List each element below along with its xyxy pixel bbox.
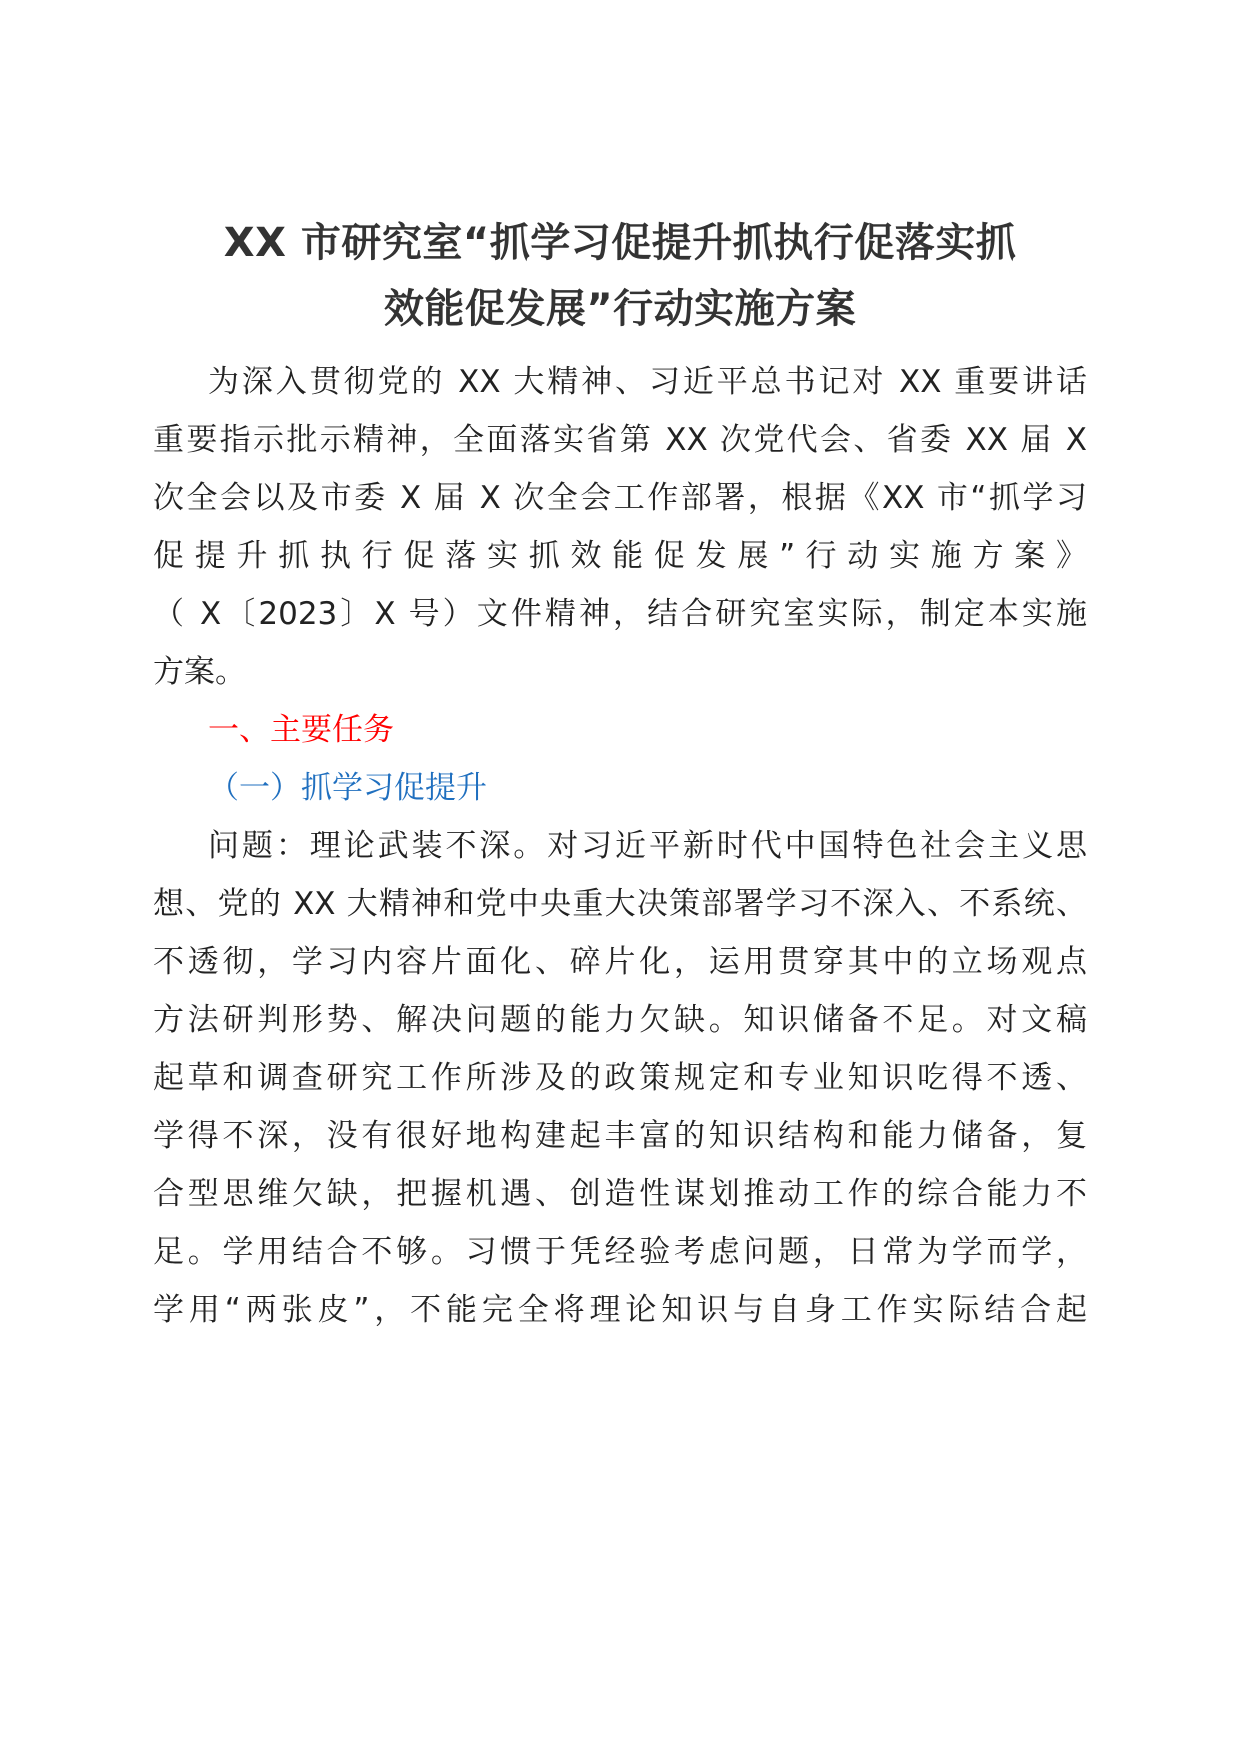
- intro-line-5: （ X〔2023〕X 号）文件精神，结合研究室实际，制定本实施: [153, 596, 1087, 632]
- body-line-9: 学用“两张皮”，不能完全将理论知识与自身工作实际结合起: [153, 1292, 1087, 1328]
- section-heading-main-tasks: 一、主要任务: [208, 712, 394, 748]
- document-title-line-1: XX 市研究室“抓学习促提升抓执行促落实抓: [223, 220, 1017, 266]
- body-line-8: 足。学用结合不够。习惯于凭经验考虑问题，日常为学而学，: [153, 1234, 1087, 1270]
- body-line-2: 想、党的 XX 大精神和党中央重大决策部署学习不深入、不系统、: [153, 886, 1087, 922]
- body-line-3: 不透彻，学习内容片面化、碎片化，运用贯穿其中的立场观点: [153, 944, 1087, 980]
- body-line-7: 合型思维欠缺，把握机遇、创造性谋划推动工作的综合能力不: [153, 1176, 1087, 1212]
- intro-line-3: 次全会以及市委 X 届 X 次全会工作部署，根据《XX 市“抓学习: [153, 480, 1087, 516]
- body-line-4: 方法研判形势、解决问题的能力欠缺。知识储备不足。对文稿: [153, 1002, 1087, 1038]
- intro-line-2: 重要指示批示精神，全面落实省第 XX 次党代会、省委 XX 届 X: [153, 422, 1087, 458]
- body-line-1: 问题：理论武装不深。对习近平新时代中国特色社会主义思: [208, 828, 1087, 864]
- body-line-6: 学得不深，没有很好地构建起丰富的知识结构和能力储备，复: [153, 1118, 1087, 1154]
- intro-line-1: 为深入贯彻党的 XX 大精神、习近平总书记对 XX 重要讲话: [208, 364, 1087, 400]
- document-page: [153, 0, 1087, 1754]
- body-line-5: 起草和调查研究工作所涉及的政策规定和专业知识吃得不透、: [153, 1060, 1087, 1096]
- intro-line-4: 促 提 升 抓 执 行 促 落 实 抓 效 能 促 发 展 ” 行 动 实 施 方 案 》: [153, 538, 1087, 574]
- subsection-heading-study: （一）抓学习促提升: [208, 770, 487, 806]
- intro-line-6: 方案。: [153, 654, 246, 690]
- document-title-line-2: 效能促发展”行动实施方案: [383, 286, 857, 332]
